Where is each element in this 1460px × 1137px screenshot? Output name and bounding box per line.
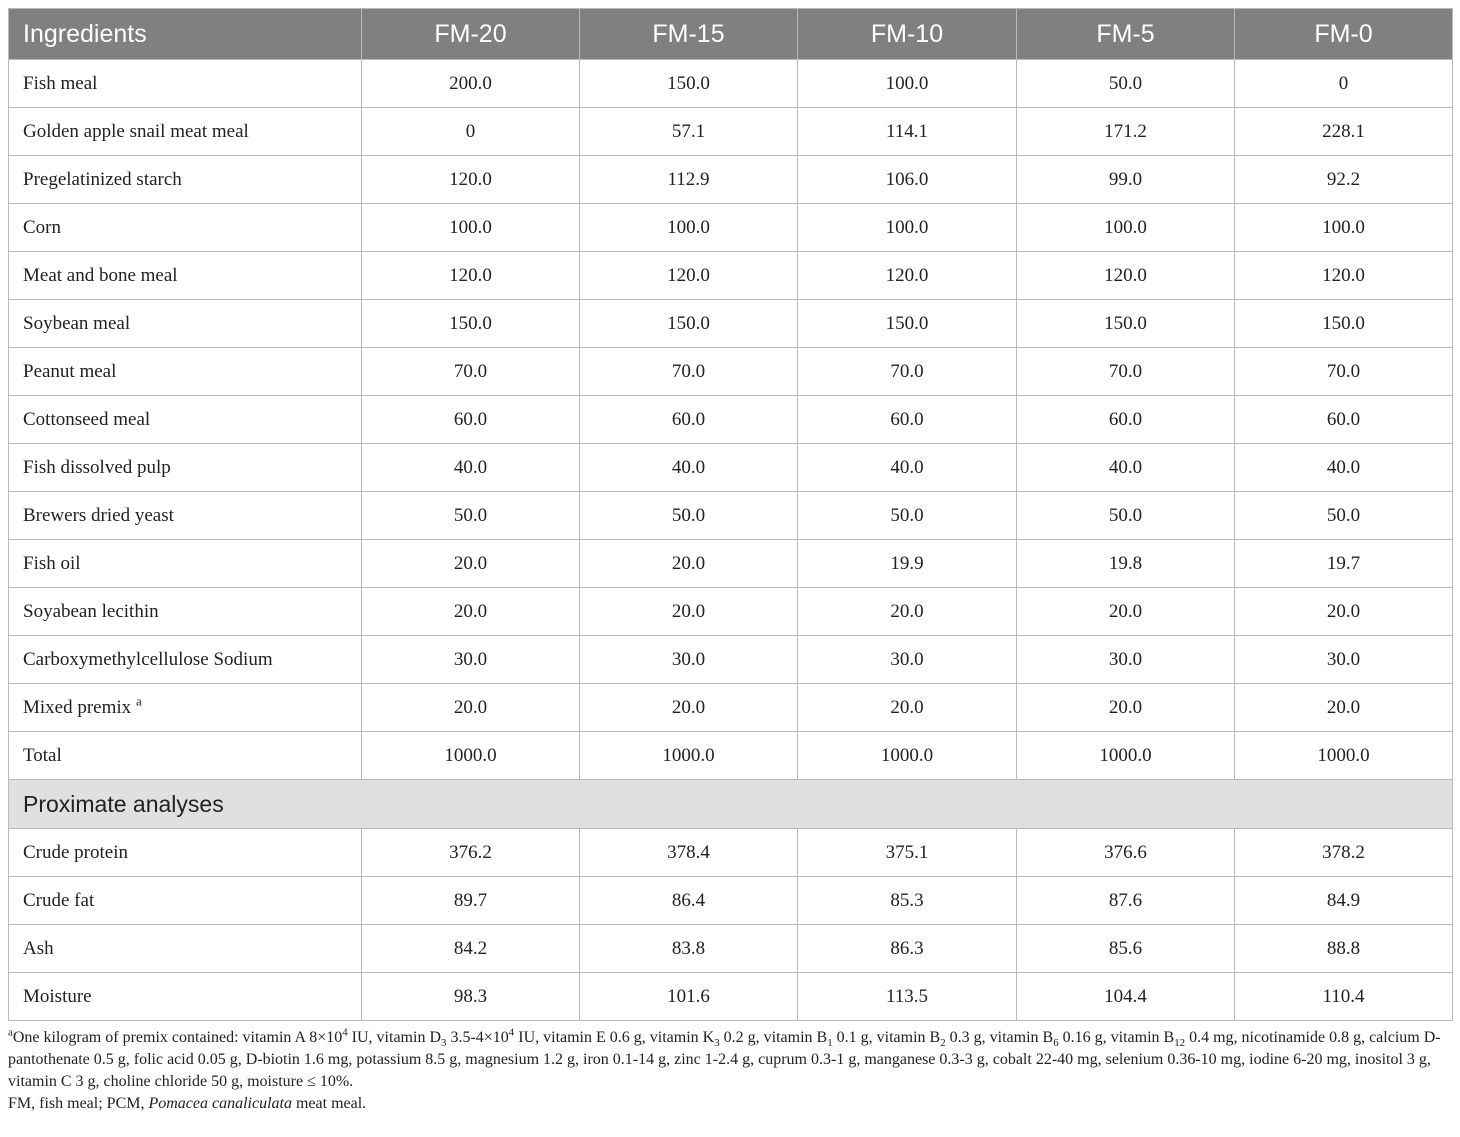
table-row <box>9 300 1453 348</box>
footnote-text: meat meal. <box>291 1095 367 1112</box>
cell-value: 20.0 <box>580 540 798 588</box>
row-label <box>9 588 362 636</box>
cell-value: 19.8 <box>1017 540 1235 588</box>
table-row <box>9 156 1453 204</box>
cell-value: 20.0 <box>362 540 580 588</box>
cell-value: 86.3 <box>798 925 1017 973</box>
cell-value: 20.0 <box>1017 588 1235 636</box>
cell-value: 40.0 <box>580 444 798 492</box>
cell-value: 20.0 <box>798 684 1017 732</box>
cell-value: 110.4 <box>1235 973 1453 1021</box>
cell-value: 60.0 <box>362 396 580 444</box>
row-label <box>9 877 362 925</box>
footnote-text: 12 <box>1174 1037 1186 1050</box>
cell-value: 60.0 <box>1017 396 1235 444</box>
row-label <box>9 732 362 780</box>
footnote-text: 4 <box>342 1026 348 1039</box>
cell-value: 20.0 <box>580 588 798 636</box>
cell-value: 40.0 <box>798 444 1017 492</box>
cell-value: 98.3 <box>362 973 580 1021</box>
cell-value: 112.9 <box>580 156 798 204</box>
cell-value: 40.0 <box>1235 444 1453 492</box>
cell-value: 150.0 <box>1017 300 1235 348</box>
row-label-text: Ash <box>23 937 54 959</box>
footnote-text: 0.4 mg, nicotinamide 0.8 g, calcium D-pantothenate 0.5 g, folic acid 0.05 g, D-biotin 1.6 mg, potassium 8.5 g, magnesium 1.2 g, iron 0.1-14 g, zinc 1-2.4 g, cuprum 0.3-1 g, manganese 0.3-3 g, cobalt 22-40 mg, selenium 0.36-10 mg, iodine 6-20 mg, inositol 3 g, vitamin C 3 g, choline chloride 50 g, moisture ≤ 10%. <box>8 1029 1441 1090</box>
row-label-text: Fish meal <box>23 72 98 94</box>
cell-value: 99.0 <box>1017 156 1235 204</box>
cell-value: 150.0 <box>580 300 798 348</box>
header-fm-15: FM-15 <box>580 9 798 60</box>
header-fm-10: FM-10 <box>798 9 1017 60</box>
cell-value: 70.0 <box>580 348 798 396</box>
cell-value: 50.0 <box>362 492 580 540</box>
cell-value: 60.0 <box>580 396 798 444</box>
cell-value: 20.0 <box>362 684 580 732</box>
cell-value: 84.9 <box>1235 877 1453 925</box>
row-label <box>9 396 362 444</box>
row-label <box>9 204 362 252</box>
cell-value: 0 <box>362 108 580 156</box>
cell-value: 120.0 <box>1235 252 1453 300</box>
table-row <box>9 588 1453 636</box>
diet-formulation-table <box>8 8 1453 1021</box>
cell-value: 30.0 <box>798 636 1017 684</box>
cell-value: 50.0 <box>798 492 1017 540</box>
table-row <box>9 444 1453 492</box>
cell-value: 19.9 <box>798 540 1017 588</box>
footnote-text: 3.5-4×10 <box>446 1029 509 1046</box>
cell-value: 40.0 <box>1017 444 1235 492</box>
cell-value: 100.0 <box>580 204 798 252</box>
cell-value: 20.0 <box>362 588 580 636</box>
cell-value: 89.7 <box>362 877 580 925</box>
footnote-text: IU, vitamin D <box>347 1029 441 1046</box>
footnote-text: 3 <box>441 1037 447 1050</box>
cell-value: 200.0 <box>362 60 580 108</box>
cell-value: 150.0 <box>362 300 580 348</box>
footnote-text: Pomacea canaliculata <box>148 1095 292 1112</box>
cell-value: 57.1 <box>580 108 798 156</box>
row-label-text: Crude protein <box>23 841 129 863</box>
section-row <box>9 780 1453 829</box>
cell-value: 375.1 <box>798 829 1017 877</box>
table-row <box>9 540 1453 588</box>
header-fm-0: FM-0 <box>1235 9 1453 60</box>
table-row <box>9 348 1453 396</box>
cell-value: 87.6 <box>1017 877 1235 925</box>
cell-value: 150.0 <box>1235 300 1453 348</box>
cell-value: 104.4 <box>1017 973 1235 1021</box>
cell-value: 120.0 <box>580 252 798 300</box>
row-label-text: Crude fat <box>23 889 95 911</box>
cell-value: 83.8 <box>580 925 798 973</box>
footnote-marker: a <box>135 693 142 709</box>
table-row <box>9 973 1453 1021</box>
cell-value: 100.0 <box>798 204 1017 252</box>
footnote-text: 1 <box>827 1037 833 1050</box>
row-label-text: Soyabean lecithin <box>23 600 159 622</box>
row-label <box>9 348 362 396</box>
row-label-text: Fish dissolved pulp <box>23 456 171 478</box>
row-label-text: Fish oil <box>23 552 81 574</box>
cell-value: 378.2 <box>1235 829 1453 877</box>
row-label <box>9 636 362 684</box>
header-fm-5: FM-5 <box>1017 9 1235 60</box>
cell-value: 378.4 <box>580 829 798 877</box>
cell-value: 100.0 <box>1017 204 1235 252</box>
row-label-text: Corn <box>23 216 61 238</box>
cell-value: 228.1 <box>1235 108 1453 156</box>
footnote-text: One kilogram of premix contained: vitamin A 8×10 <box>12 1029 343 1046</box>
table-row <box>9 492 1453 540</box>
row-label <box>9 973 362 1021</box>
header-row <box>9 9 1453 60</box>
table-row <box>9 925 1453 973</box>
cell-value: 70.0 <box>798 348 1017 396</box>
row-label-text: Brewers dried yeast <box>23 504 174 526</box>
cell-value: 40.0 <box>362 444 580 492</box>
cell-value: 101.6 <box>580 973 798 1021</box>
row-label <box>9 156 362 204</box>
cell-value: 113.5 <box>798 973 1017 1021</box>
row-label <box>9 829 362 877</box>
cell-value: 20.0 <box>798 588 1017 636</box>
cell-value: 70.0 <box>1017 348 1235 396</box>
cell-value: 85.3 <box>798 877 1017 925</box>
footnote-text: 2 <box>940 1037 946 1050</box>
cell-value: 1000.0 <box>362 732 580 780</box>
footnote-text: IU, vitamin E 0.6 g, vitamin K <box>514 1029 715 1046</box>
cell-value: 88.8 <box>1235 925 1453 973</box>
row-label-text: Mixed premix <box>23 696 132 718</box>
cell-value: 106.0 <box>798 156 1017 204</box>
cell-value: 376.6 <box>1017 829 1235 877</box>
footnote-text: FM, fish meal; PCM, <box>8 1095 149 1112</box>
footnote-premix <box>8 1027 1452 1093</box>
cell-value: 120.0 <box>798 252 1017 300</box>
cell-value: 30.0 <box>580 636 798 684</box>
header-fm-20: FM-20 <box>362 9 580 60</box>
table-row <box>9 252 1453 300</box>
cell-value: 30.0 <box>1017 636 1235 684</box>
footnote-text: 0.3 g, vitamin B <box>945 1029 1054 1046</box>
cell-value: 50.0 <box>1017 492 1235 540</box>
footnote-abbreviations <box>8 1093 1452 1115</box>
cell-value: 100.0 <box>1235 204 1453 252</box>
header-ingredients: Ingredients <box>9 9 362 60</box>
cell-value: 150.0 <box>580 60 798 108</box>
table-row <box>9 60 1453 108</box>
cell-value: 100.0 <box>798 60 1017 108</box>
row-label <box>9 108 362 156</box>
cell-value: 70.0 <box>1235 348 1453 396</box>
cell-value: 30.0 <box>362 636 580 684</box>
row-label-text: Meat and bone meal <box>23 264 178 286</box>
cell-value: 85.6 <box>1017 925 1235 973</box>
table-body <box>9 60 1453 1021</box>
row-label-text: Peanut meal <box>23 360 117 382</box>
row-label <box>9 540 362 588</box>
cell-value: 0 <box>1235 60 1453 108</box>
cell-value: 171.2 <box>1017 108 1235 156</box>
cell-value: 1000.0 <box>580 732 798 780</box>
cell-value: 60.0 <box>798 396 1017 444</box>
row-label-text: Moisture <box>23 985 92 1007</box>
row-label <box>9 684 362 732</box>
cell-value: 20.0 <box>580 684 798 732</box>
cell-value: 1000.0 <box>1017 732 1235 780</box>
cell-value: 60.0 <box>1235 396 1453 444</box>
table-row <box>9 636 1453 684</box>
row-label-text: Cottonseed meal <box>23 408 151 430</box>
cell-value: 19.7 <box>1235 540 1453 588</box>
cell-value: 120.0 <box>1017 252 1235 300</box>
table-row <box>9 108 1453 156</box>
cell-value: 150.0 <box>798 300 1017 348</box>
row-label <box>9 300 362 348</box>
footnote-text: 3 <box>714 1037 720 1050</box>
table-footnotes <box>8 1027 1452 1115</box>
cell-value: 70.0 <box>362 348 580 396</box>
cell-value: 30.0 <box>1235 636 1453 684</box>
row-label-text: Golden apple snail meat meal <box>23 120 249 142</box>
table-row <box>9 732 1453 780</box>
cell-value: 50.0 <box>580 492 798 540</box>
table-row <box>9 684 1453 732</box>
cell-value: 120.0 <box>362 252 580 300</box>
row-label-text: Total <box>23 744 62 766</box>
row-label-text: Carboxymethylcellulose Sodium <box>23 648 273 670</box>
cell-value: 20.0 <box>1017 684 1235 732</box>
cell-value: 114.1 <box>798 108 1017 156</box>
footnote-text: 4 <box>508 1026 515 1039</box>
footnote-text: 0.1 g, vitamin B <box>832 1029 941 1046</box>
table-row <box>9 877 1453 925</box>
cell-value: 20.0 <box>1235 684 1453 732</box>
cell-value: 120.0 <box>362 156 580 204</box>
cell-value: 100.0 <box>362 204 580 252</box>
row-label-text: Soybean meal <box>23 312 131 334</box>
table-row <box>9 396 1453 444</box>
row-label <box>9 252 362 300</box>
row-label <box>9 925 362 973</box>
row-label <box>9 444 362 492</box>
footnote-text: 0.2 g, vitamin B <box>719 1029 828 1046</box>
cell-value: 84.2 <box>362 925 580 973</box>
footnote-marker: a <box>8 1026 13 1039</box>
table-row <box>9 829 1453 877</box>
cell-value: 86.4 <box>580 877 798 925</box>
cell-value: 92.2 <box>1235 156 1453 204</box>
cell-value: 20.0 <box>1235 588 1453 636</box>
row-label-text: Pregelatinized starch <box>23 168 182 190</box>
cell-value: 376.2 <box>362 829 580 877</box>
section-label: Proximate analyses <box>9 780 1453 829</box>
cell-value: 50.0 <box>1017 60 1235 108</box>
cell-value: 1000.0 <box>1235 732 1453 780</box>
row-label <box>9 60 362 108</box>
row-label <box>9 492 362 540</box>
cell-value: 50.0 <box>1235 492 1453 540</box>
cell-value: 1000.0 <box>798 732 1017 780</box>
document <box>8 8 1452 1115</box>
footnote-text: 0.16 g, vitamin B <box>1058 1029 1175 1046</box>
table-row <box>9 204 1453 252</box>
footnote-text: 6 <box>1053 1037 1059 1050</box>
